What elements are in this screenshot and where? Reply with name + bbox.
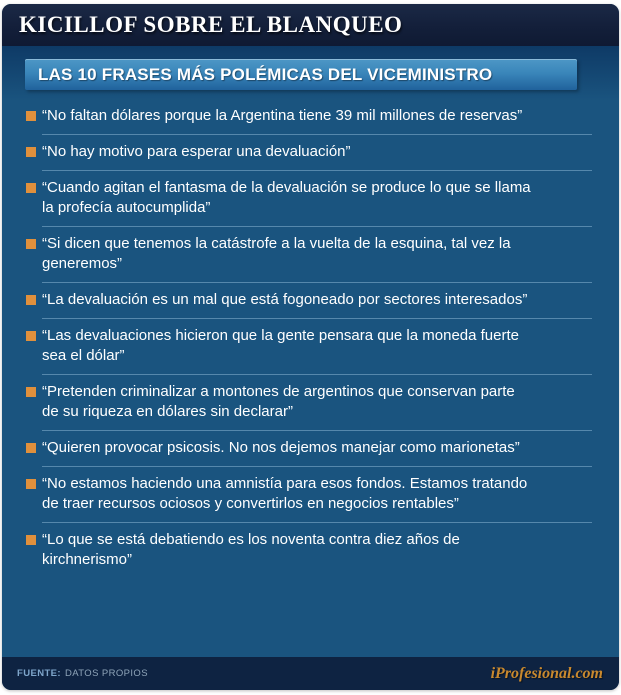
quote-text: “Quieren provocar psicosis. No nos dejemos manejar como marionetas” bbox=[42, 439, 520, 456]
quote-text: “Si dicen que tenemos la catástrofe a la vuelta de la esquina, tal vez la generemos” bbox=[42, 235, 511, 272]
header bbox=[2, 4, 619, 46]
quote-item bbox=[26, 431, 592, 466]
bullet-square-icon bbox=[26, 183, 36, 193]
quote-text: “Cuando agitan el fantasma de la devaluación se produce lo que se llama la profecía autocumplida” bbox=[42, 179, 531, 216]
brand-logo: iProfesional.com bbox=[490, 664, 603, 682]
quote-text: “Pretenden criminalizar a montones de argentinos que conservan parte de su riqueza en dólares sin declarar” bbox=[42, 383, 515, 420]
quote-text: “No estamos haciendo una amnistía para esos fondos. Estamos tratando de traer recursos ociosos y convertirlos en negocios rentables” bbox=[42, 475, 528, 512]
bullet-square-icon bbox=[26, 147, 36, 157]
quote-item bbox=[26, 523, 592, 578]
bullet-square-icon bbox=[26, 535, 36, 545]
quote-list bbox=[2, 90, 619, 578]
footer bbox=[2, 657, 619, 690]
bullet-square-icon bbox=[26, 331, 36, 341]
quote-item bbox=[26, 99, 592, 134]
quote-item bbox=[26, 467, 592, 522]
quote-item bbox=[26, 319, 592, 374]
page-title: KICILLOF SOBRE EL BLANQUEO bbox=[19, 12, 403, 37]
bullet-square-icon bbox=[26, 479, 36, 489]
source-label: FUENTE: bbox=[17, 668, 61, 679]
infographic-card bbox=[2, 4, 619, 690]
quote-item bbox=[26, 283, 592, 318]
bullet-square-icon bbox=[26, 239, 36, 249]
source-note bbox=[17, 668, 148, 679]
quote-item bbox=[26, 171, 592, 226]
quote-text: “No faltan dólares porque la Argentina tiene 39 mil millones de reservas” bbox=[42, 107, 523, 124]
quote-text: “Lo que se está debatiendo es los noventa contra diez años de kirchnerismo” bbox=[42, 531, 460, 568]
quote-text: “Las devaluaciones hicieron que la gente pensara que la moneda fuerte sea el dólar” bbox=[42, 327, 519, 364]
subtitle-text: LAS 10 FRASES MÁS POLÉMICAS DEL VICEMINISTRO bbox=[38, 64, 493, 84]
bullet-square-icon bbox=[26, 443, 36, 453]
quote-item bbox=[26, 135, 592, 170]
subtitle-banner bbox=[25, 59, 577, 90]
bullet-square-icon bbox=[26, 295, 36, 305]
content-area bbox=[2, 46, 619, 657]
source-value: DATOS PROPIOS bbox=[64, 668, 148, 679]
quote-item bbox=[26, 375, 592, 430]
quote-text: “La devaluación es un mal que está fogoneado por sectores interesados” bbox=[42, 291, 528, 308]
quote-item bbox=[26, 227, 592, 282]
bullet-square-icon bbox=[26, 111, 36, 121]
bullet-square-icon bbox=[26, 387, 36, 397]
quote-text: “No hay motivo para esperar una devaluación” bbox=[42, 143, 351, 160]
